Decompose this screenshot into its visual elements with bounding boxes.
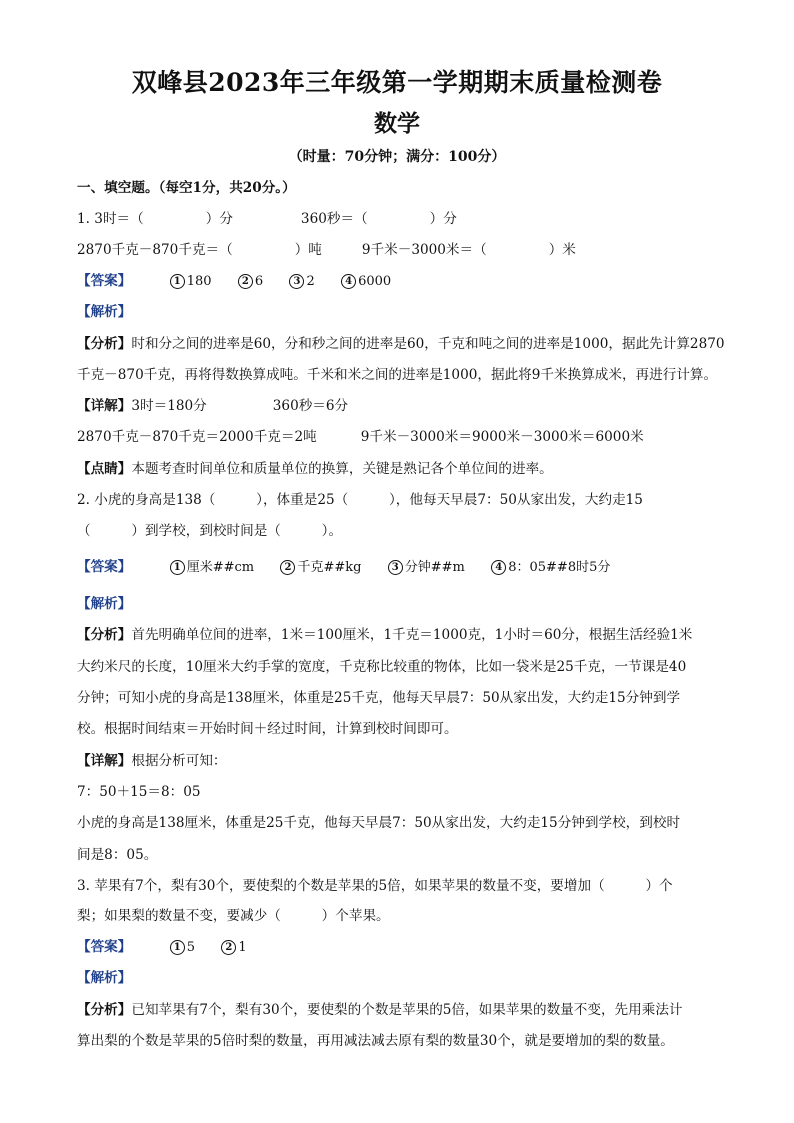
q1-xiangjie-1: 【详解】3时＝180分 360秒＝6分: [77, 398, 349, 414]
q2-answer-4: 4 8：05##8时5分: [491, 559, 610, 577]
q1-fenxi-1: 【分析】时和分之间的进率是60，分和秒之间的进率是60，千克和吨之间的进率是1000，据此先计算2870: [77, 336, 725, 352]
q1-b-left: 360秒＝（: [300, 211, 368, 227]
q1-dianjing: 【点睛】本题考查时间单位和质量单位的换算，关键是熟记各个单位间的进率。: [77, 461, 553, 477]
q1-d-left: 9千米－3000米＝（: [361, 242, 487, 258]
circled-2-icon: 2: [238, 274, 253, 289]
q2-summary-2: 间是8：05。: [77, 847, 158, 863]
q2-summary-1: 小虎的身高是138厘米，体重是25千克，他每天早晨7：50从家出发，大约走15分钟到学校，到校时: [77, 815, 681, 831]
q1-answer-row: [77, 272, 737, 291]
circled-1-icon: 1: [170, 940, 185, 955]
q3-fenxi-2: 算出梨的个数是苹果的5倍时梨的数量，再用减法减去原有梨的数量30个，就是要增加的梨的数量。: [77, 1033, 674, 1049]
q3-text-1: 3. 苹果有7个，梨有30个，要使梨的个数是苹果的5倍，如果苹果的数量不变，要增加（ ）个: [77, 878, 673, 894]
circled-4-icon: 4: [491, 560, 506, 575]
q2-answer-1: 1 厘米##cm: [170, 559, 254, 577]
q2-answer-2: 2 千克##kg: [280, 559, 361, 577]
q2-answer-label: 【答案】: [77, 559, 132, 575]
q3-text-2: 梨；如果梨的数量不变，要减少（ ）个苹果。: [77, 908, 390, 924]
q1-answer-2: 2 6: [238, 273, 263, 291]
q2-fenxi-1: 【分析】首先明确单位间的进率，1米＝100厘米，1千克＝1000克，1小时＝60分，根据生活经验1米: [77, 627, 693, 643]
q2-calc: 7：50＋15＝8：05: [77, 784, 201, 800]
q1-c-right: ）吨: [294, 242, 322, 258]
q1-xiangjie-2: 2870千克－870千克＝2000千克＝2吨 9千米－3000米＝9000米－3000米＝6000米: [77, 429, 644, 445]
section-title: 一、填空题。（每空1分，共20分。）: [77, 180, 296, 196]
q2-answer-3: 3 分钟##m: [388, 559, 465, 577]
circled-2-icon: 2: [280, 560, 295, 575]
q1-line-2: [77, 241, 737, 259]
q3-answer-1: 1 5: [170, 939, 195, 957]
circled-4-icon: 4: [341, 274, 356, 289]
circled-3-icon: 3: [388, 560, 403, 575]
q2-fenxi-2: 大约米尺的长度，10厘米大约手掌的宽度，千克称比较重的物体，比如一袋米是25千克，一节课是40: [77, 659, 687, 675]
q3-answer-row: [77, 938, 737, 957]
circled-2-icon: 2: [221, 940, 236, 955]
q1-answer-3: 3 2: [289, 273, 314, 291]
exam-meta: （时量：70分钟；满分：100分）: [288, 149, 506, 165]
q1-jiexi: 【解析】: [77, 304, 132, 320]
q2-fenxi-4: 校。根据时间结束＝开始时间＋经过时间，计算到校时间即可。: [77, 721, 458, 737]
q2-answer-row: [77, 558, 737, 577]
q1-b-right: ）分: [429, 211, 457, 227]
circled-3-icon: 3: [289, 274, 304, 289]
q2-text-1: 2. 小虎的身高是138（ ），体重是25（ ），他每天早晨7：50从家出发，大约走15: [77, 492, 643, 508]
q1-fenxi-2: 千克－870千克，再将得数换算成吨。千米和米之间的进率是1000，据此将9千米换算成米，再进行计算。: [77, 367, 718, 383]
circled-1-icon: 1: [170, 560, 185, 575]
q1-d-right: ）米: [548, 242, 576, 258]
q1-a-right: ）分: [205, 211, 233, 227]
q3-answer-label: 【答案】: [77, 939, 132, 955]
q1-c-left: 2870千克－870千克＝（: [77, 242, 233, 258]
q1-a-left: 1. 3时＝（: [77, 211, 144, 227]
q2-xiangjie: 【详解】根据分析可知：: [77, 753, 227, 769]
q2-fenxi-3: 分钟；可知小虎的身高是138厘米，体重是25千克，他每天早晨7：50从家出发，大约走15分钟到学: [77, 690, 681, 706]
exam-title: 双峰县2023年三年级第一学期期末质量检测卷: [131, 68, 663, 97]
q1-answer-label: 【答案】: [77, 273, 132, 289]
q3-answer-2: 2 1: [221, 939, 246, 957]
q1-answer-1: 1 180: [170, 273, 212, 291]
q3-jiexi: 【解析】: [77, 970, 132, 986]
q3-fenxi-1: 【分析】已知苹果有7个，梨有30个，要使梨的个数是苹果的5倍，如果苹果的数量不变，先用乘法计: [77, 1002, 683, 1018]
q2-text-2: （ ）到学校，到校时间是（ ）。: [77, 523, 343, 539]
exam-subject: 数学: [374, 110, 420, 137]
q1-line-1: [77, 210, 737, 228]
q1-answer-4: 4 6000: [341, 273, 391, 291]
circled-1-icon: 1: [170, 274, 185, 289]
q2-jiexi: 【解析】: [77, 596, 132, 612]
